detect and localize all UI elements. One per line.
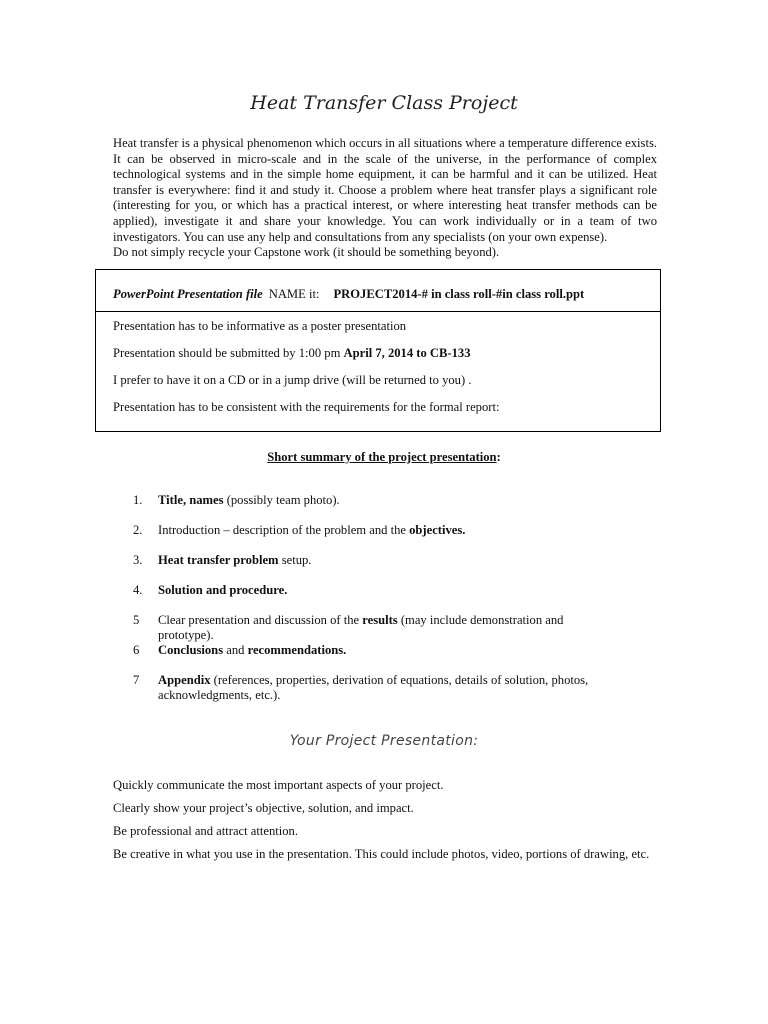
list-rest: (may include demonstration and prototype). <box>158 613 564 642</box>
list-pre: Introduction – description of the problem and the <box>158 523 410 537</box>
list-number: 4. <box>133 583 143 597</box>
list-number: 5 <box>133 613 140 627</box>
list-text <box>158 493 613 508</box>
list-number: 6 <box>133 643 140 657</box>
summary-heading-colon: : <box>496 450 501 464</box>
box-line-informative: Presentation has to be informative as a poster presentation <box>113 319 407 333</box>
list-rest: (references, properties, derivation of equations, details of solution, photos, acknowledgments, etc.). <box>158 673 589 702</box>
list-rest: (possibly team photo). <box>223 493 340 507</box>
box-line-deadline <box>113 346 660 373</box>
list-text <box>158 553 613 568</box>
name-label: NAME it: <box>268 287 320 301</box>
intro-note: Do not simply recycle your Capstone work (it should be something beyond). <box>113 245 500 260</box>
list-text <box>158 613 613 643</box>
file-type-label: PowerPoint Presentation file <box>113 287 263 301</box>
list-number: 7 <box>133 673 140 687</box>
list-number: 1. <box>133 493 143 507</box>
summary-heading-text: Short summary of the project presentation <box>267 450 497 464</box>
list-bold: objectives. <box>409 523 466 537</box>
intro-paragraph: Heat transfer is a physical phenomenon which occurs in all situations where a temperature difference exists. It can be observed in micro-scale and in the scale of the universe, in the performance of complex technological systems and in the simple home equipment, it can be harmful and it can be utilized. Heat transfer is everywhere: find it and study it. Choose a problem where heat transfer plays a significant role (interesting for you, or which has a practical interest, or where interesting heat transfer methods can be applied), investigate it and share your knowledge. You can work individually or in a team of two investigators. You can use any help and consultations from any specialists (on your own expense). <box>113 136 657 244</box>
list-bold: Appendix <box>158 673 211 687</box>
presentation-file-box <box>95 269 661 432</box>
list-text <box>158 583 613 598</box>
deadline-date: April 7, 2014 to CB-133 <box>343 346 471 360</box>
list-bold: Heat transfer problem <box>158 553 279 567</box>
page-title: Heat Transfer Class Project <box>250 92 518 114</box>
box-line-requirements: Presentation has to be consistent with the requirements for the formal report: <box>113 400 500 414</box>
list-bold: Title, names <box>158 493 224 507</box>
list-text <box>158 643 613 658</box>
list-bold: results <box>362 613 398 627</box>
list-bold: recommendations. <box>247 643 347 657</box>
presentation-tips <box>113 778 673 870</box>
box-header <box>96 270 660 312</box>
file-name: PROJECT2014-# in class roll-#in class roll.ppt <box>333 287 585 301</box>
list-bold: Solution and procedure. <box>158 583 288 597</box>
list-text <box>158 523 613 538</box>
tip-line: Quickly communicate the most important aspects of your project. <box>113 778 444 792</box>
list-rest: setup. <box>278 553 312 567</box>
intro-section <box>113 136 657 261</box>
summary-heading <box>0 450 768 465</box>
tip-line: Be professional and attract attention. <box>113 824 298 838</box>
list-text <box>158 673 613 703</box>
list-pre: Clear presentation and discussion of the <box>158 613 363 627</box>
box-body <box>96 312 660 427</box>
tip-line: Clearly show your project’s objective, solution, and impact. <box>113 801 414 815</box>
list-number: 2. <box>133 523 143 537</box>
list-number: 3. <box>133 553 143 567</box>
list-bold: Conclusions <box>158 643 224 657</box>
deadline-prefix: Presentation should be submitted by 1:00 pm <box>113 346 344 360</box>
box-line-media: I prefer to have it on a CD or in a jump drive (will be returned to you) . <box>113 373 472 387</box>
tip-line: Be creative in what you use in the presentation. This could include photos, video, portions of drawing, etc. <box>113 847 650 861</box>
presentation-heading: Your Project Presentation: <box>289 733 479 749</box>
list-mid: and <box>223 643 248 657</box>
